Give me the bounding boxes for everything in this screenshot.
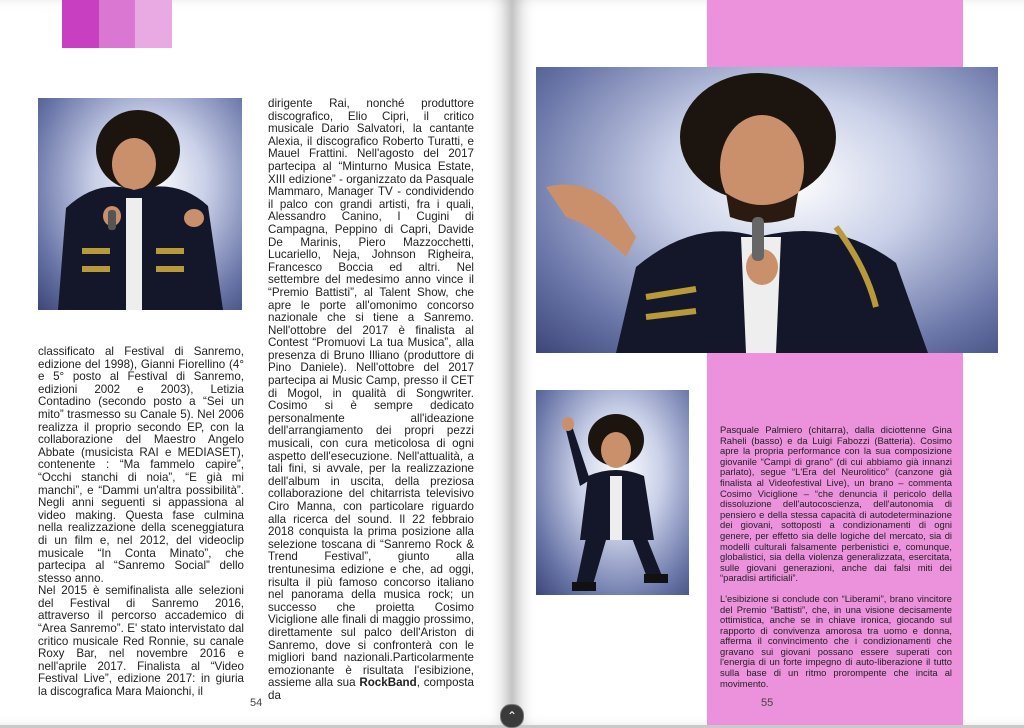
right-text-column: [720, 425, 952, 699]
page-number-left: 54: [250, 697, 263, 709]
page-number-right: 55: [761, 697, 774, 709]
rockband-bold-text: RockBand: [359, 676, 417, 690]
right-paragraph-2: L'esibizione si conclude con “Liberami”, brano vincitore del Premio “Battisti”, che, in una visione decisamente ottimistica, anche se in chiave ironica, giocando sul rapporto di convivenza amorosa tra uomo e donna, afferma il convincimento che i condizionamenti che gravano sui giovani possano essere superati con l'energia di un forte impegno di auto-liberazione il tutto sulla base di un ritmo prorompente che incita al movimento.: [720, 592, 952, 689]
left-text-column-1: classificato al Festival di Sanremo, edizione del 1998), Gianni Fiorellino (4° e 5° posto al Festival di Sanremo, edizioni 2002 e 2003), Letizia Contadino (secondo posto a “Sei un mito” trasmesso su Canale 5). Nel 2006 realizza il proprio secondo EP, con la collaborazione del Maestro Angelo Abbate (musicista RAI e MEDIASET), contenente : “Ma fammelo capire”, “Occhi stanchi di noia”, “E già mi manchi”, e “Dammi un'altra possibilità”. Negli anni seguenti si appassiona al video making. Questa fase culmina nella realizzazione della sceneggiatura di un film e, nel 2012, del videoclip musicale “In Conta Minato”, che partecipa al “Sanremo Social” dello stesso anno. Nel 2015 è semifinalista alle selezioni del Festival di Sanremo 2016, attraverso il percorso accademico di “Area Sanremo”. E' stato intervistato dal critico musicale Red Ronnie, su canale Roxy Bar, nel novembre 2016 e nell'aprile 2017. Finalista al “Video Festival Live”, edizione 2017: in giuria la discografica Mara Maionchi, il: [38, 345, 244, 699]
singer-photo-small: [38, 98, 242, 310]
singer-photo-large: [536, 67, 998, 353]
column-2-text: dirigente Rai, nonché produttore discografico, Elio Cipri, il critico musicale Dario Salvatori, la cantante Alexia, il discografico Roberto Turatti, e Mauel Frattini. Nell'agosto del 2017 partecipa al “Minturno Musica Estate, XIII edizione” - organizzato da Pasquale Mammaro, Manager TV - condividendo il palco con grandi artisti, fra i quali, Alessandro Canino, I Cugini di Campagna, Peppino di Capri, Davide De Marinis, Piero Mazzocchetti, Lucariello, Neja, Johnson Righeira, Francesco Boccia ed altri. Nel settembre del medesimo anno vince il “Premio Battisti”, al Talent Show, che apre le porte all'omonimo concorso nazionale che si tiene a Sanremo. Nell'ottobre del 2017 è finalista al Contest “Promuovi La tua Musica”, alla presenza di Bruno Illiano (produttore di Pino Daniele). Nell'ottobre del 2017 partecipa ai Music Camp, presso il CET di Mogol, in qualità di Songwriter. Cosimo si è sempre dedicato personalmente all'ideazione dell'arrangiamento dei propri pezzi musicali, con cura meticolosa di ogni aspetto dell'esecuzione. Nell'attualità, a tali fini, si avvale, per la realizzazione dell'album in uscita, della preziosa collaborazione del chitarrista televisivo Ciro Manna, con particolare riguardo alla ricerca del sound. Il 22 febbraio 2018 conquista la prima posizione alla selezione toscana di “Sanremo Rock & Trend Festival”, giunto alla trentunesima edizione e che, ad oggi, risulta il più famoso concorso italiano nel panorama della musica rock; un successo che proietta Cosimo Viciglione alle finali di maggio prossimo, direttamente sul palco dell'Ariston di Sanremo, dove si confronterà con le migliori band nazionali.Particolarmente emozionante è risultata l'esibizione, assieme alla sua: [268, 97, 474, 690]
color-swatch-dark: [62, 0, 99, 48]
left-page: [0, 0, 512, 725]
left-text-column-2: [268, 98, 474, 703]
chevron-up-icon: ⌃: [506, 709, 518, 723]
right-page: [512, 0, 1024, 725]
column-2-tail: , composta da: [268, 676, 474, 702]
color-swatch-light: [135, 0, 172, 48]
right-paragraph-1: Pasquale Palmiero (chitarra), dalla diciottenne Gina Raheli (basso) e da Luigi Fabozzi (Batteria). Cosimo apre la propria performance con la sua composizione giovanile “Campi di grano” (di cui abbiamo già innanzi parlato), segue “L'Era del Neurolitico” (canzone già finalista al Videofestival Live), un brano – commenta Cosimo Viciglione – “che denuncia il pericolo della dissoluzione dell'autocoscienza, dell'autonomia di pensiero e della stessa capacità di autodeterminazione dei giovani, sottoposti a condizionamenti di ogni genere, per effetto sia delle logiche del mercato, sia di modelli culturali falsamente perbenistici e, comunque, globalistici, sia della violenza generalizzata, esercitata, sulle giovani generazioni, anche dai falsi miti dei “paradisi artificiali”.: [720, 424, 952, 584]
scroll-up-button[interactable]: [500, 704, 524, 728]
color-swatch-medium: [99, 0, 135, 48]
singer-photo-jumping: [536, 390, 689, 595]
